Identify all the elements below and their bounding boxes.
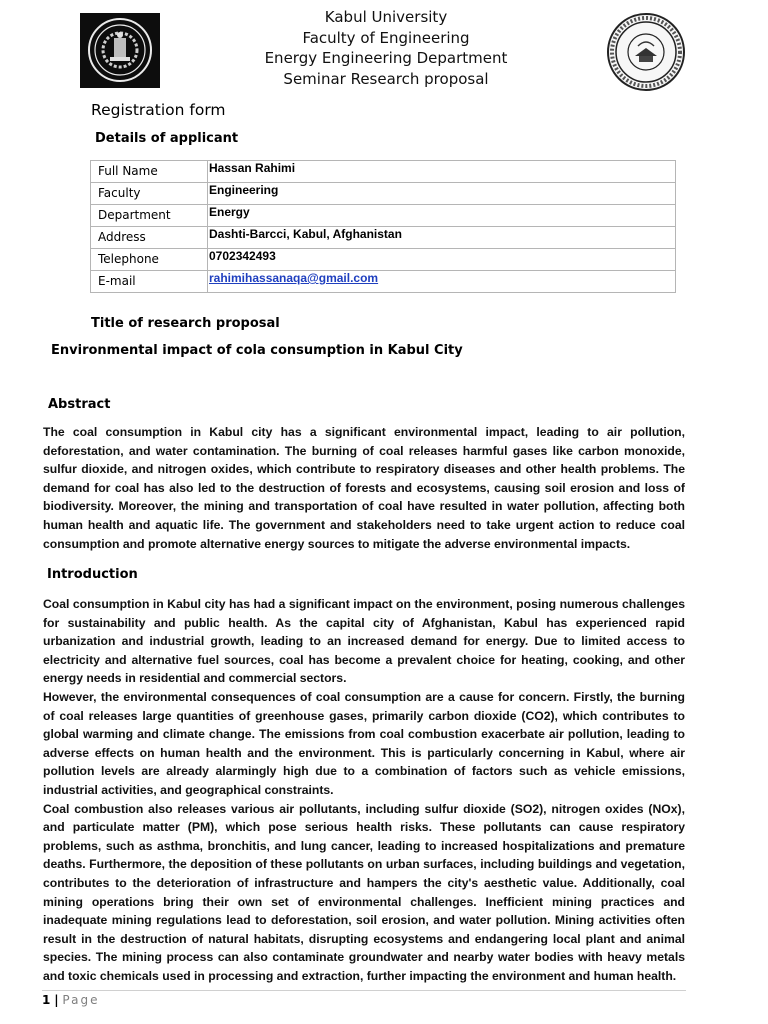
proposal-title-label: Title of research proposal (91, 316, 280, 331)
footer-divider (42, 990, 686, 991)
email-link[interactable]: rahimihassanaqa@gmail.com (209, 271, 379, 285)
email-cell (208, 271, 676, 293)
faculty-label: Faculty (91, 183, 208, 205)
telephone-label: Telephone (91, 249, 208, 271)
faculty-logo (80, 13, 160, 88)
email-label: E-mail (91, 271, 208, 293)
table-row (91, 161, 676, 183)
page-number: 1 (42, 993, 51, 1007)
faculty-name: Faculty of Engineering (302, 28, 470, 47)
registration-form-title: Registration form (91, 101, 226, 119)
full-name-label: Full Name (91, 161, 208, 183)
page-footer (42, 993, 99, 1007)
applicant-table (90, 160, 676, 293)
university-logo (606, 12, 686, 92)
intro-paragraph-1: Coal consumption in Kabul city has had a significant impact on the environment, posing numerous challenges for sustainability and public health. As the capital city of Afghanistan, Kabul has experienced rapid urbanization and industrial growth, leading to an increased demand for energy. Due to limited access to electricity and alternative fuel sources, coal has become a prevalent choice for heating, cooking, and other energy needs in residential and commercial sectors. (43, 597, 685, 686)
abstract-body (43, 423, 685, 553)
details-heading: Details of applicant (95, 131, 239, 146)
introduction-heading: Introduction (47, 567, 138, 582)
intro-paragraph-3: Coal combustion also releases various air pollutants, including sulfur dioxide (SO2), nitrogen oxides (NOx), and particulate matter (PM), which pose serious health risks. These pollutants can cause respiratory problems, such as asthma, bronchitis, and lung cancer, leading to increased hospitalizations and premature deaths. Furthermore, the deposition of these pollutants on urban surfaces, including buildings and vegetation, contributes to the deterioration of infrastructure and hampers the city's aesthetic value. Additionally, coal mining operations bring their own set of environmental challenges. Inefficient mining practices and inadequate mining regulations lead to deforestation, soil erosion, and water pollution. Mining activities often result in the destruction of natural habitats, disrupting ecosystems and endangering local plant and animal species. The mining process can also contaminate groundwater and nearby water bodies with heavy metals and toxic chemicals used in processing and extraction, further impacting the environment and human health. (43, 801, 685, 983)
department-name: Energy Engineering Department (264, 49, 508, 67)
university-name: Kabul University (324, 8, 448, 26)
abstract-text: The coal consumption in Kabul city has a significant environmental impact, leading to air pollution, deforestation, and water contamination. The burning of coal releases harmful gases like carbon monoxide, sulfur dioxide, and nitrogen oxides, which contribute to respiratory diseases and other health problems. The demand for coal has also led to the destruction of forests and ecosystems, causing soil erosion and loss of biodiversity. Moreover, the mining and transportation of coal have resulted in water pollution, affecting both human health and aquatic life. The government and stakeholders need to take urgent action to reduce coal consumption and promote alternative energy sources to mitigate the adverse environmental impacts. (43, 425, 685, 551)
footer-separator: | (54, 993, 59, 1007)
faculty-value: Engineering (208, 183, 676, 205)
address-label: Address (91, 227, 208, 249)
table-row (91, 183, 676, 205)
page-label: Page (62, 993, 100, 1007)
abstract-heading: Abstract (48, 397, 111, 412)
intro-paragraph-2: However, the environmental consequences of coal consumption are a cause for concern. Firstly, the burning of coal releases large quantities of greenhouse gases, primarily carbon dioxide (CO2), which contributes to global warming and climate change. The emissions from coal combustion exacerbate air pollution, leading to adverse effects on human health and the environment. This is particularly concerning in Kabul, where air pollution levels are already alarmingly high due to a combination of factors such as vehicle emissions, industrial activities, and geographical constraints. (43, 689, 685, 797)
department-label: Department (91, 205, 208, 227)
proposal-title: Environmental impact of cola consumption in Kabul City (51, 343, 463, 358)
table-row (91, 205, 676, 227)
document-type: Seminar Research proposal (283, 69, 489, 88)
table-row (91, 271, 676, 293)
telephone-value: 0702342493 (208, 249, 676, 271)
table-row (91, 249, 676, 271)
introduction-body (43, 595, 685, 985)
address-value: Dashti-Barcci, Kabul, Afghanistan (208, 227, 676, 249)
full-name-value: Hassan Rahimi (208, 161, 676, 183)
table-row (91, 227, 676, 249)
department-value: Energy (208, 205, 676, 227)
document-header (200, 7, 572, 89)
